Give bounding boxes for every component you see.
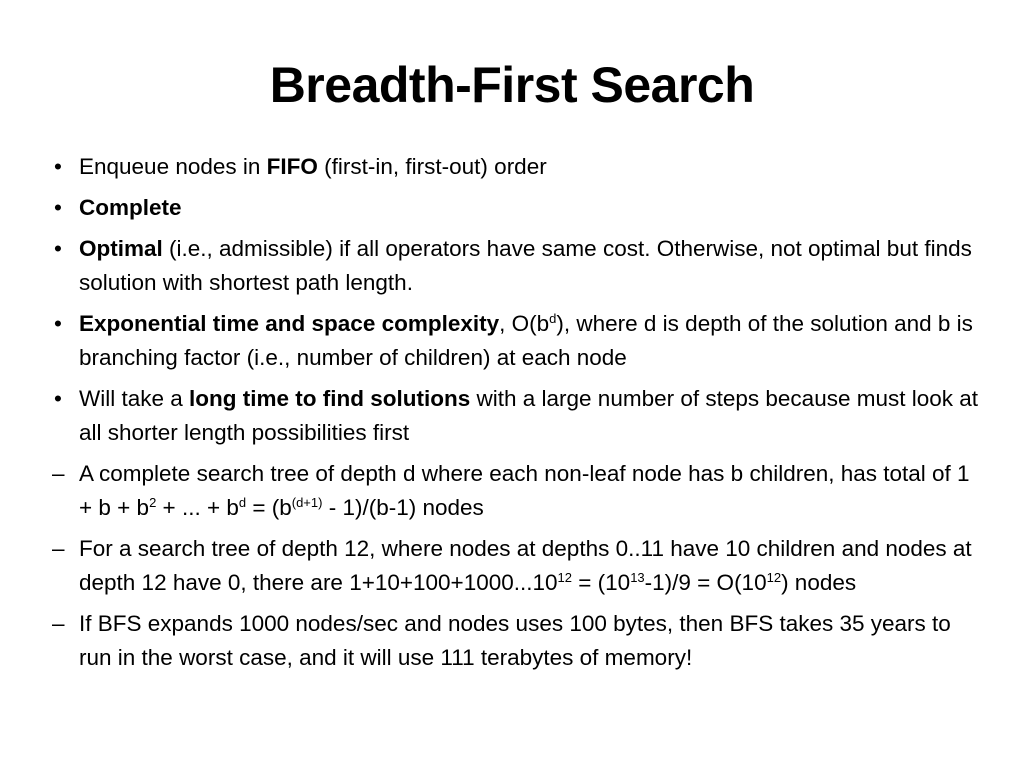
dash-marker: – [52,611,65,636]
text: (first-in, first-out) order [317,154,547,179]
slide-body [52,150,987,682]
superscript: 13 [630,570,645,585]
emphasis: Exponential time and space complexity [79,311,500,336]
text: ), where d is depth of the solution and b is branching factor (i.e., number of children) at each node [79,311,973,370]
dash-marker: – [52,461,65,486]
emphasis: long time to find solutions [189,386,471,411]
bullet-marker: • [54,154,62,179]
text: - 1)/(b-1) nodes [322,495,484,520]
dash-item-tree-total [52,457,987,525]
bullet-item-complexity [52,307,987,375]
text: (i.e., admissible) if all operators have same cost. Otherwise, not optimal but finds solution with shortest path length. [79,236,972,295]
text: ) nodes [781,570,857,595]
bullet-marker: • [54,311,62,336]
text: For a search tree of depth 12, where nodes at depths 0..11 have 10 children and nodes at depth 12 have 0, there are 1+10+100+1000...10 [79,536,972,595]
text: with a large number of steps because must look at all shorter length possibilities first [79,386,979,445]
bullet-item-fifo [52,150,987,184]
bullet-item-long-time [52,382,987,450]
emphasis: Optimal [79,236,163,261]
superscript: (d+1) [291,495,323,510]
bullet-item-complete [52,191,987,225]
superscript: 12 [557,570,573,585]
text: + ... + b [156,495,239,520]
slide-title: Breadth-First Search [269,57,755,113]
text: A complete search tree of depth d where each non-leaf node has b children, has total of 1 + b + b [79,461,970,520]
dash-item-bfs-cost [52,607,987,675]
bullet-marker: • [54,195,62,220]
emphasis: FIFO [266,154,318,179]
text: = (b [246,495,292,520]
dash-marker: – [52,536,65,561]
text: -1)/9 = O(10 [644,570,767,595]
superscript: d [238,495,247,510]
text: , O(b [499,311,550,336]
superscript: d [549,311,557,326]
text: Will take a [79,386,190,411]
text: = (10 [572,570,631,595]
superscript: 12 [766,570,782,585]
dash-item-depth-12 [52,532,987,600]
bullet-item-optimal [52,232,987,300]
text: If BFS expands 1000 nodes/sec and nodes uses 100 bytes, then BFS takes 35 years to run in the worst case, and it will use 111 terabytes of memory! [79,611,951,670]
emphasis: Complete [79,195,182,220]
bullet-marker: • [54,386,62,411]
bullet-marker: • [54,236,62,261]
superscript: 2 [149,495,157,510]
text: Enqueue nodes in [79,154,267,179]
